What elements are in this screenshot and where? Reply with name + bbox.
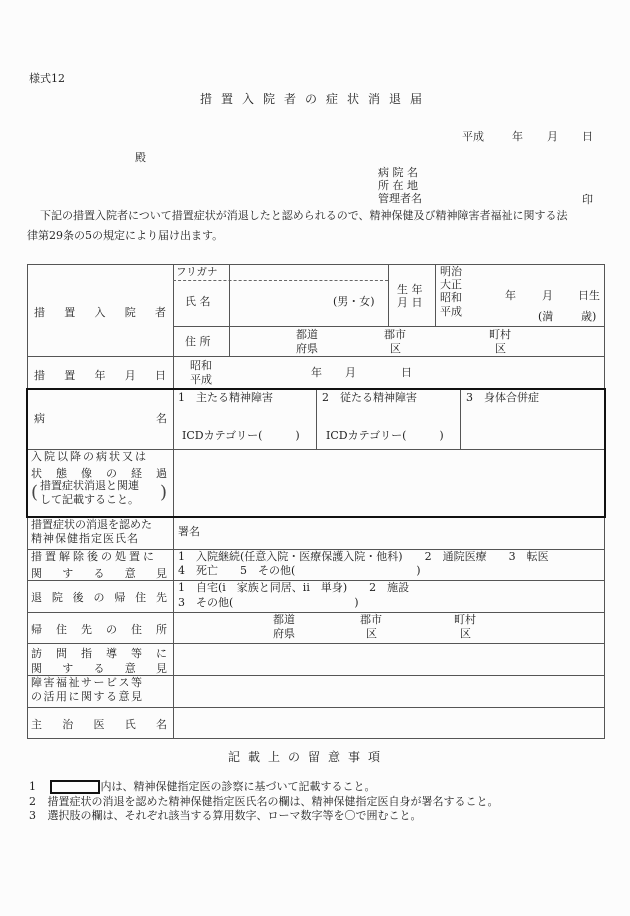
note-item-1 <box>29 780 376 794</box>
course-label-line1: 入院以降の病状又は <box>31 450 148 463</box>
note-number: 2 <box>29 795 36 808</box>
visit-guidance-label-line2: 関 す る 意 見 <box>31 662 167 675</box>
birth-month-unit: 月 <box>542 289 553 302</box>
certifying-doctor-label-line1: 措置症状の消退を認めた <box>31 518 152 531</box>
administrator-label: 管理者名 <box>378 192 422 205</box>
table-border-top <box>27 264 605 265</box>
visit-row-top <box>27 643 605 644</box>
note-text: 選択肢の欄は、それぞれ該当する算用数字、ローマ数字等を〇で囲むこと。 <box>47 809 422 822</box>
birth-label-line2: 月 日 <box>397 296 423 309</box>
course-textarea[interactable] <box>176 452 601 514</box>
return-pref-line2: 府県 <box>273 627 295 640</box>
city-unit-line2: 区 <box>390 342 401 355</box>
welfare-input[interactable] <box>176 678 601 705</box>
era-taisho[interactable]: 大正 <box>440 278 462 291</box>
era-showa[interactable]: 昭和 <box>440 291 462 304</box>
notes-heading: 記載上の留意事項 <box>228 750 389 764</box>
furigana-label: フリガナ <box>176 266 218 278</box>
sex-options[interactable]: (男・女) <box>333 295 375 308</box>
address-label-divider <box>229 326 230 356</box>
signature-field[interactable]: 署名 <box>178 525 200 538</box>
welfare-label-line1: 障害福祉サービス等 <box>31 676 144 689</box>
visit-guidance-label-line1: 訪 問 指 導 等 に <box>31 647 167 660</box>
hospital-name-label: 病 院 名 <box>378 166 418 179</box>
note-bracket-open: ( <box>31 482 39 503</box>
page-title: 措置入院者の症状消退届 <box>200 92 432 106</box>
address-row-top <box>173 326 605 327</box>
admission-row-top <box>27 356 605 357</box>
physical-complication-heading: 3 身体合併症 <box>466 391 539 404</box>
diagnosis-label-left: 病 <box>34 412 45 425</box>
furigana-input[interactable] <box>231 266 387 279</box>
location-label: 所 在 地 <box>378 179 418 192</box>
thick-box-legend-icon <box>50 780 100 794</box>
course-label-line2: 状 態 像 の 経 過 <box>31 467 167 480</box>
secondary-disorder-heading: 2 従たる精神障害 <box>322 391 417 404</box>
visit-guidance-input[interactable] <box>176 646 601 673</box>
admission-era-showa[interactable]: 昭和 <box>190 359 212 372</box>
return-pref-line1: 都道 <box>273 613 295 626</box>
note-text: 内は、精神保健指定医の診察に基づいて記載すること。 <box>100 780 376 793</box>
birth-label-left-divider <box>388 264 389 326</box>
date-year: 年 <box>512 130 523 143</box>
addressee-suffix: 殿 <box>135 151 146 164</box>
note-number: 3 <box>29 809 36 822</box>
date-day: 日 <box>582 130 593 143</box>
form-number: 様式12 <box>29 72 65 85</box>
post-release-options-line1[interactable]: 1 入院継続(任意入院・医療保護入院・他科) 2 通院医療 3 転医 <box>178 550 549 563</box>
admission-era-heisei[interactable]: 平成 <box>190 373 212 386</box>
primary-icd-field[interactable]: ICDカテゴリー( ) <box>182 429 300 442</box>
pref-unit-line1: 都道 <box>296 328 318 341</box>
post-release-label-line1: 措置解除後の処置に <box>31 550 157 563</box>
return-city-line1: 郡市 <box>360 613 382 626</box>
age-close: 歳) <box>581 310 597 323</box>
admission-day-unit: 日 <box>401 366 412 379</box>
patient-label: 措 置 入 院 者 <box>34 306 166 319</box>
table-border-bottom <box>27 738 605 739</box>
return-town-line1: 町村 <box>454 613 476 626</box>
post-release-options-line2[interactable]: 4 死亡 5 その他( ) <box>178 564 421 577</box>
era-meiji[interactable]: 明治 <box>440 265 462 278</box>
physician-row-top <box>27 707 605 708</box>
admission-month-unit: 月 <box>345 366 356 379</box>
note-number: 1 <box>29 780 36 793</box>
pref-unit-line2: 府県 <box>296 342 318 355</box>
name-input[interactable] <box>231 283 329 323</box>
town-unit-line1: 町村 <box>489 328 511 341</box>
note-item-3 <box>29 810 422 823</box>
attending-physician-label: 主 治 医 氏 名 <box>31 718 167 731</box>
course-note-line1: 措置症状消退と関連 <box>40 479 139 492</box>
return-city-line2: 区 <box>366 627 377 640</box>
birth-year-unit: 年 <box>505 289 516 302</box>
era-heisei[interactable]: 平成 <box>440 305 462 318</box>
primary-disorder-heading: 1 主たる精神障害 <box>178 391 273 404</box>
name-label-divider <box>229 264 230 326</box>
return-address-row-top <box>27 612 605 613</box>
diagnosis-label-right: 名 <box>156 412 167 425</box>
furigana-divider <box>173 280 388 281</box>
note-bracket-close: ) <box>160 482 168 503</box>
note-item-2 <box>29 796 499 809</box>
return-destination-options-line2[interactable]: 3 その他( ) <box>178 596 359 609</box>
certifying-doctor-label-line2: 精神保健指定医氏名 <box>31 532 139 545</box>
post-release-label-line2: 関 す る 意 見 <box>31 567 167 580</box>
name-label: 氏 名 <box>185 295 211 308</box>
birth-label-line1: 生 年 <box>397 283 423 296</box>
address-label: 住 所 <box>185 335 211 348</box>
birth-label-right-divider <box>435 264 436 326</box>
city-unit-line1: 郡市 <box>384 328 406 341</box>
attending-physician-input[interactable] <box>176 710 601 736</box>
birth-day-unit: 日生 <box>578 289 600 302</box>
return-destination-options-line1[interactable]: 1 自宅(i 家族と同居、ii 単身) 2 施設 <box>178 581 410 594</box>
course-note-line2: して記載すること。 <box>40 493 139 506</box>
town-unit-line2: 区 <box>495 342 506 355</box>
admission-date-label: 措 置 年 月 日 <box>34 369 166 382</box>
date-month: 月 <box>547 130 558 143</box>
age-open: (満 <box>538 310 554 323</box>
date-era: 平成 <box>462 130 484 143</box>
intro-text-line2: 律第29条の5の規定により届け出ます。 <box>27 229 224 242</box>
return-town-line2: 区 <box>460 627 471 640</box>
seal-label: 印 <box>582 193 593 206</box>
intro-text-line1: 下記の措置入院者について措置症状が消退したと認められるので、精神保健及び精神障害者福祉に関する法 <box>40 209 568 222</box>
admission-year-unit: 年 <box>311 366 322 379</box>
return-address-label: 帰 住 先 の 住 所 <box>31 623 167 636</box>
secondary-icd-field[interactable]: ICDカテゴリー( ) <box>326 429 444 442</box>
return-destination-label: 退 院 後 の 帰 住 先 <box>31 591 167 604</box>
note-text: 措置症状の消退を認めた精神保健指定医氏名の欄は、精神保健指定医自身が署名すること。 <box>47 795 499 808</box>
welfare-label-line2: の活用に関する意見 <box>31 690 144 703</box>
